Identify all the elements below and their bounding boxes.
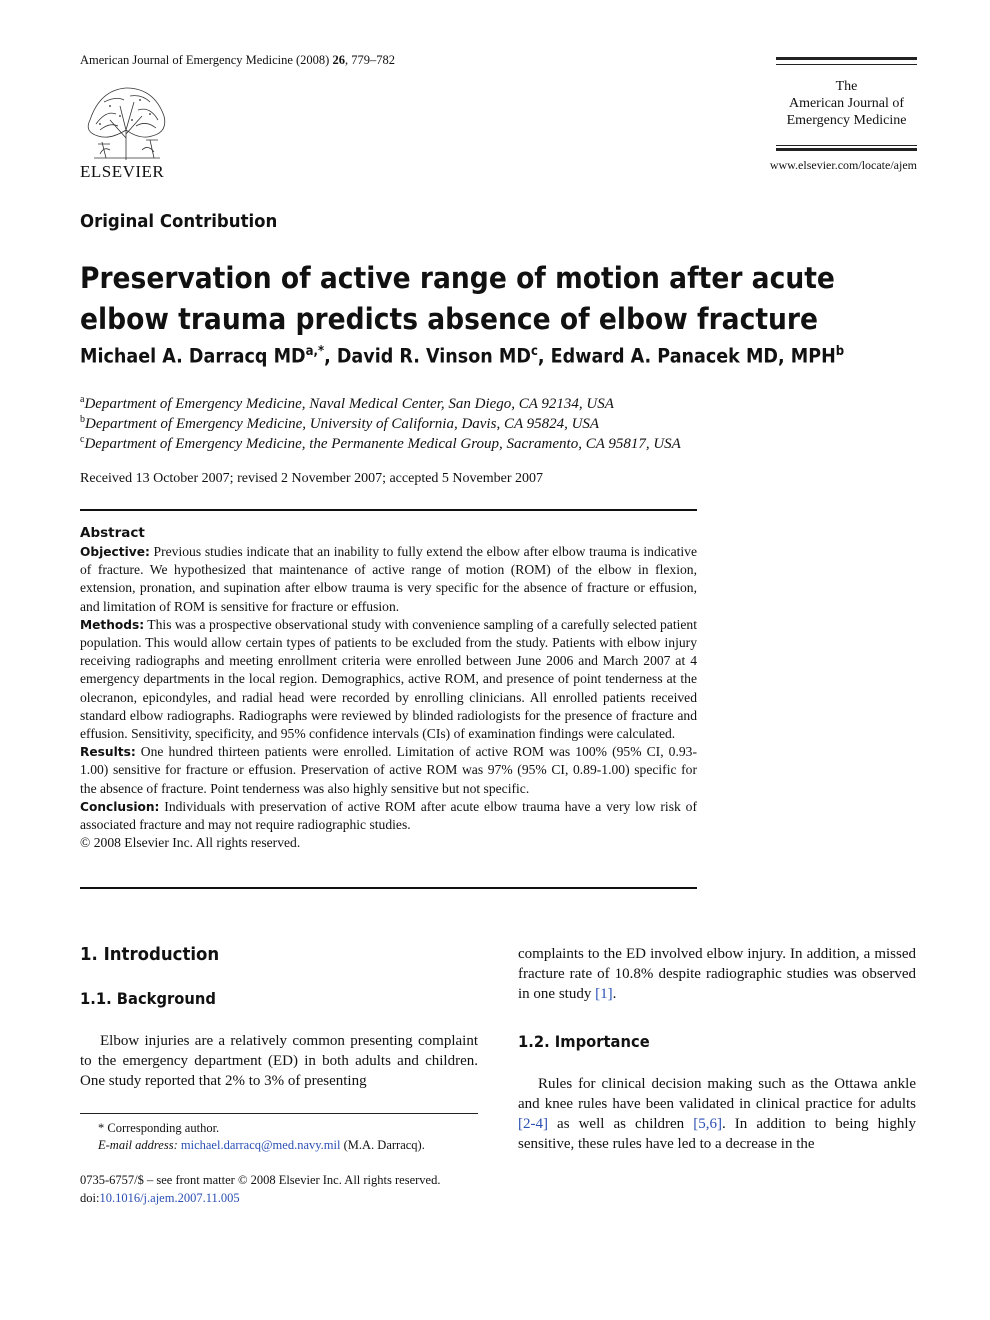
journal-citation: American Journal of Emergency Medicine (2008) 26, 779–782 <box>80 53 395 67</box>
reference-link[interactable]: [2-4] <box>518 1116 548 1132</box>
abstract-conclusion: Conclusion: Individuals with preservation of active ROM after acute elbow trauma have a very low risk of associated fracture and may not require radiographic studies. <box>80 798 697 833</box>
author-marker: c <box>530 344 538 359</box>
author-name: David R. Vinson MD <box>336 344 531 368</box>
doi-line: doi:10.1016/j.ajem.2007.11.005 <box>80 1191 240 1205</box>
background-paragraph: Elbow injuries are a relatively common presenting complaint to the emergency department (ED) in both adults and children. One study reported that 2% to 3% of presenting <box>80 1033 478 1089</box>
heading-background: 1.1. Background <box>80 989 216 1008</box>
heading-introduction: 1. Introduction <box>80 944 220 965</box>
author-marker: a,* <box>305 344 325 359</box>
author-name: Michael A. Darracq MD <box>80 344 306 368</box>
issn-line: 0735-6757/$ – see front matter © 2008 Elsevier Inc. All rights reserved. <box>80 1173 441 1187</box>
affiliation-b: $^b$Department of Emergency Medicine, University of California, Davis, CA 95824, USA <box>80 414 600 432</box>
reference-link[interactable]: [1] <box>595 986 613 1002</box>
email-note: E-mail address: michael.darracq@med.navy.mil (M.A. Darracq). <box>98 1138 425 1152</box>
journal-title: The American Journal of Emergency Medicine <box>786 79 907 128</box>
abstract-heading: Abstract <box>80 525 145 541</box>
abstract-body <box>80 543 697 852</box>
importance-paragraph: Rules for clinical decision making such as the Ottawa ankle and knee rules have been validated in clinical practice for adults [2-4] as well as children [5,6]. In addition to being highly sensitive, these rules have led to a decrease in the <box>518 1076 916 1152</box>
affiliation-a: $^a$Department of Emergency Medicine, Naval Medical Center, San Diego, CA 92134, USA <box>80 394 614 412</box>
journal-rule-top-thin <box>776 64 917 65</box>
abstract-methods: Methods: This was a prospective observational study with convenience sampling of a carefully selected patient population. This would allow certain types of patients to be excluded from the study. Patients with elbow injury receiving radiographs and meeting enrollment criteria were enrolled between June 2006 and March 2007 at 4 emergency departments in the local region. Demographics, active ROM, and presence of point tenderness at the olecranon, epicondyles, and radial head were recorded by enrolling clinicians. All enrolled patients received standard elbow radiographs. Radiographs were reviewed by blinded radiologists for the presence of fracture and effusion. Sensitivity, specificity, and 95% confidence intervals (CIs) of examination findings were calculated. <box>80 616 697 742</box>
background-paragraph-continued: complaints to the ED involved elbow injury. In addition, a missed fracture rate of 10.8% despite radiographic studies was observed in one study [1]. <box>518 946 916 1002</box>
footnote-rule <box>80 1113 478 1114</box>
section-label: Original Contribution <box>80 211 278 232</box>
doi-link[interactable]: 10.1016/j.ajem.2007.11.005 <box>99 1191 240 1205</box>
abstract-results: Results: One hundred thirteen patients were enrolled. Limitation of active ROM was 100% (95% CI, 0.93-1.00) sensitive for fracture or effusion. Preservation of active ROM was 97% (95% CI, 0.89-1.00) specific for the absence of fracture. Point tenderness was also highly sensitive but not specific. <box>80 744 697 796</box>
journal-rule-bottom <box>776 148 917 151</box>
abstract-objective: Objective: Previous studies indicate that an inability to fully extend the elbow after elbow trauma is indicative of fracture. We hypothesized that maintenance of active range of motion (ROM) of the elbow in flexion, extension, pronation, and supination after elbow trauma is very specific for the absence of fracture or effusion, and limitation of ROM is sensitive for fracture or effusion. <box>80 544 697 614</box>
article-title: Preservation of active range of motion after acute elbow trauma predicts absence of elbow fracture <box>80 261 835 336</box>
corresponding-author-note: * Corresponding author. <box>98 1121 220 1135</box>
affiliation-c: $^c$Department of Emergency Medicine, the Permanente Medical Group, Sacramento, CA 95817, USA <box>80 434 681 452</box>
abstract-rule-top <box>80 509 697 511</box>
author-list: Michael A. Darracq $MD^{a,*}$, David R. Vinson $MD^c$, Edward A. Panacek MD, MPH$^b$ <box>80 344 845 368</box>
abstract-rule-bottom <box>80 887 697 889</box>
author-name: Edward A. Panacek MD, MPH <box>550 344 836 368</box>
reference-link[interactable]: [5,6] <box>693 1116 722 1132</box>
abstract-copyright: © 2008 Elsevier Inc. All rights reserved. <box>80 835 301 851</box>
author-marker: b <box>835 344 845 359</box>
received-dates: Received 13 October 2007; revised 2 November 2007; accepted 5 November 2007 <box>80 471 544 486</box>
journal-rule-top <box>776 57 917 60</box>
email-link[interactable]: michael.darracq@med.navy.mil <box>180 1138 341 1152</box>
heading-importance: 1.2. Importance <box>518 1032 650 1051</box>
journal-url[interactable]: www.elsevier.com/locate/ajem <box>769 158 917 172</box>
journal-rule-bottom-thin <box>776 145 917 146</box>
publisher-wordmark: ELSEVIER <box>80 162 165 181</box>
